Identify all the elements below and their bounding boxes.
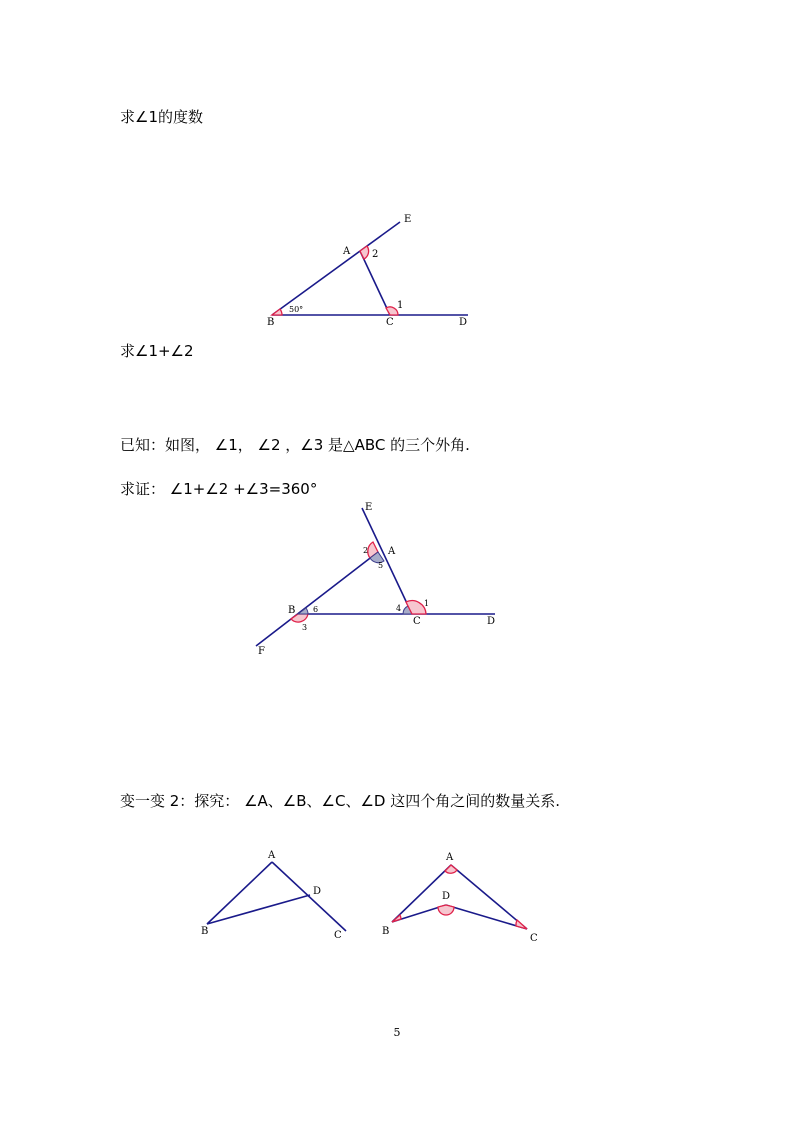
label-E: E: [365, 502, 373, 513]
label-A: A: [268, 850, 276, 861]
label-A: A: [343, 246, 351, 257]
label-B: B: [288, 605, 296, 616]
label-E: E: [404, 214, 412, 225]
label-angle-1: 1: [424, 599, 430, 608]
angle-marker-B: [392, 915, 401, 922]
label-D: D: [313, 886, 322, 897]
label-angle-2: 2: [363, 546, 369, 555]
label-angle-2: 2: [372, 249, 379, 260]
question-find-angle-1: 求∠1的度数: [120, 108, 203, 126]
question-sum-angles: 求∠1+∠2: [120, 342, 194, 360]
label-D: D: [487, 616, 496, 627]
label-A: A: [446, 852, 454, 863]
label-angle-6: 6: [313, 605, 319, 614]
label-C: C: [413, 616, 421, 627]
label-D: D: [442, 891, 451, 902]
label-angle-1: 1: [397, 300, 404, 311]
label-F: F: [258, 646, 265, 657]
label-angle-3: 3: [302, 623, 308, 632]
label-angle-4: 4: [396, 604, 402, 613]
segment-AC: [451, 865, 527, 929]
question-explore-four-angles: 变一变 2：探究： ∠A、∠B、∠C、∠D 这四个角之间的数量关系.: [120, 792, 560, 810]
page-number: 5: [393, 1026, 401, 1039]
label-C: C: [530, 933, 538, 944]
label-C: C: [386, 317, 394, 328]
label-A: A: [388, 546, 396, 557]
label-B: B: [382, 926, 390, 937]
angle-marker-C: [516, 920, 527, 929]
label-D: D: [459, 317, 468, 328]
label-B: B: [201, 926, 209, 937]
angle-marker-D: [438, 905, 454, 915]
label-B: B: [267, 317, 275, 328]
angle-marker-A: [445, 865, 457, 873]
label-angle-5: 5: [378, 561, 384, 570]
label-C: C: [334, 930, 342, 941]
prove-statement: 求证： ∠1+∠2 +∠3=360°: [120, 480, 318, 498]
given-statement: 已知：如图， ∠1， ∠2 ，∠3 是△ABC 的三个外角.: [120, 436, 470, 454]
segment-DC: [446, 905, 527, 929]
label-angle-B-value: 50°: [289, 305, 304, 314]
